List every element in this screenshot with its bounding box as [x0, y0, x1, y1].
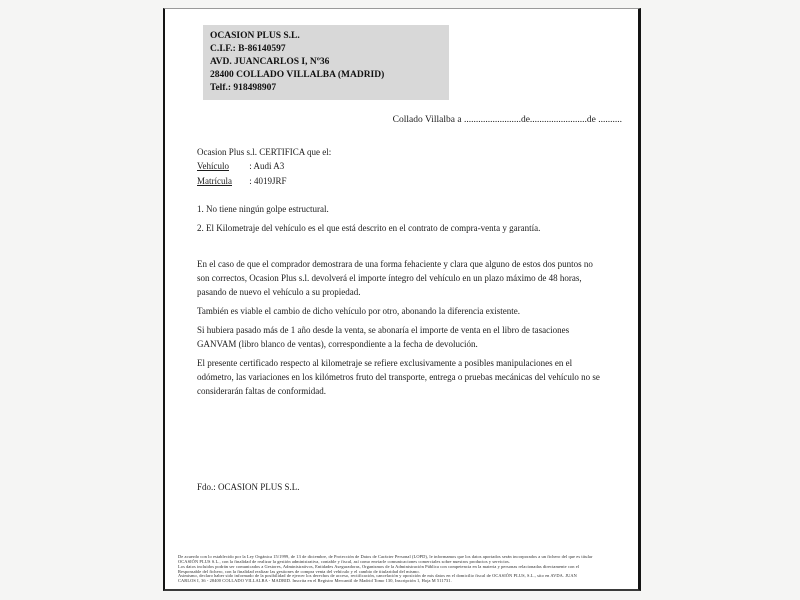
legal-footer-line: Asimismo, declaro haber sido informado de la posibilidad de ejercer los derechos de acceso, rectificación, cancelación y oposición de mis datos en el domicilio fiscal de OCASIÓN PLUS, S.L., sito en AVDA. JUAN — [178, 573, 577, 579]
signature-line: Fdo.: OCASION PLUS S.L. — [197, 482, 300, 492]
refund-clause: En el caso de que el comprador demostrara de una forma fehaciente y clara que alguno de estos dos puntos no son correctos, Ocasion Plus s.l. devolverá el importe íntegro del vehículo en un plazo máximo de 48 horas, pasando de nuevo el vehículo a su propiedad. — [197, 259, 593, 297]
certificate-page — [163, 8, 641, 591]
legal-footer-line: De acuerdo con lo establecido por la Ley Orgánica 15/1999, de 13 de diciembre, de Protección de Datos de Carácter Personal (LOPD), le informamos que los datos aportados serán incorporados a un fichero del que es titular — [178, 554, 593, 560]
company-cif: C.I.F.: B-86140597 — [210, 44, 286, 54]
exchange-clause: También es viable el cambio de dicho vehículo por otro, abonando la diferencia existente. — [197, 306, 521, 316]
legal-footer-line: Los datos incluidos podrán ser comunicados a Gestores, Administrativos, Entidades Aseguradoras, Organismos de la Administración Pública con competencia en la materia y personas relacionadas directamente con el — [178, 563, 580, 569]
vehicle-value: : Audi A3 — [249, 161, 285, 171]
odometer-clause: El presente certificado respecto al kilometraje se refiere exclusivamente a posibles manipulaciones en el odómetro, las variaciones en los kilómetros fruto del transporte, entrega o pruebas mecánicas del vehículo no se considerarán faltas de conformidad. — [197, 358, 600, 396]
company-address: AVD. JUANCARLOS I, Nº36 — [210, 57, 330, 67]
company-phone: Telf.: 918498907 — [210, 83, 277, 93]
ganvam-clause: Si hubiera pasado más de 1 año desde la venta, se abonaría el importe de venta en el libro de tasaciones GANVAM (libro blanco de ventas), correspondiente a la fecha de devolución. — [197, 325, 570, 349]
plate-value: : 4019JRF — [249, 176, 287, 186]
legal-footer-line: OCASIÓN PLUS S.L., con la finalidad de realizar la gestión administrativa, contable y fiscal, así como enviarle comunicaciones comerciales sobre nuestros productos y servicios. — [178, 559, 511, 565]
company-name: OCASION PLUS S.L. — [210, 31, 300, 41]
certify-intro: Ocasion Plus s.l. CERTIFICA que el: — [197, 147, 332, 157]
legal-footer — [178, 555, 630, 584]
vehicle-row — [197, 159, 606, 174]
company-city: 28400 COLLADO VILLALBA (MADRID) — [210, 70, 385, 80]
plate-row — [197, 174, 606, 189]
legal-footer-line: Responsable del fichero, con la finalidad realizar las gestiones de compra venta del vehículo y el cambio de titularidad del mismo. — [178, 568, 420, 574]
company-letterhead — [203, 25, 449, 100]
certified-point-2: 2. El Kilometraje del vehículo es el que está descrito en el contrato de compra-venta y garantía. — [197, 223, 541, 233]
plate-label: Matrícula — [197, 176, 232, 186]
date-fill-in-line: Collado Villalba a ........................de........................de .......... — [392, 115, 622, 125]
certified-point-1: 1. No tiene ningún golpe estructural. — [197, 204, 329, 214]
certificate-body — [165, 145, 638, 494]
legal-footer-line: CARLOS I, 36 - 28400 COLLADO VILLALBA - MADRID. Inscrita en el Registro Mercantil de Madrid Tomo 130, Inscripción 1, Hoja M 511731. — [178, 578, 452, 584]
vehicle-label: Vehículo — [197, 161, 229, 171]
